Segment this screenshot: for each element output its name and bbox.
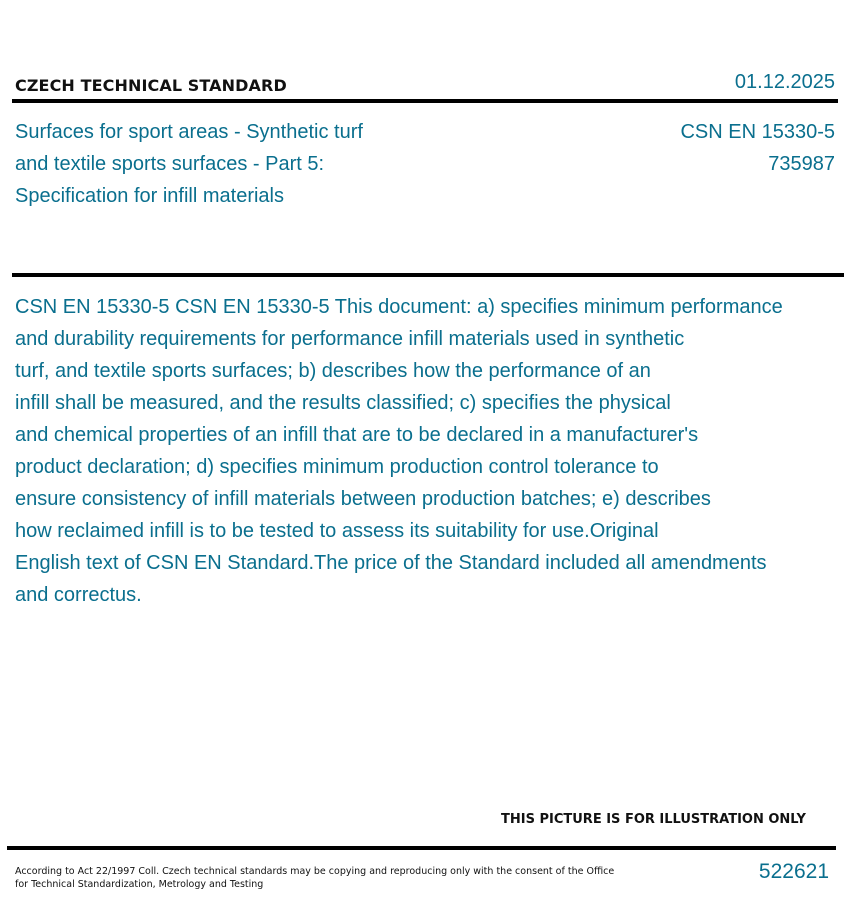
catalog-number: 522621 xyxy=(758,860,829,883)
standard-title-line: and textile sports surfaces - Part 5: xyxy=(15,153,325,175)
footer-divider xyxy=(7,846,836,850)
document-header-title: CZECH TECHNICAL STANDARD xyxy=(15,76,287,95)
standard-codes xyxy=(680,116,835,180)
description-line: infill shall be measured, and the results classified; c) specifies the physical xyxy=(15,392,671,414)
description-line: product declaration; d) specifies minimum production control tolerance to xyxy=(15,456,659,478)
description-line: and chemical properties of an infill that are to be declared in a manufacturer's xyxy=(15,424,699,446)
illustration-note: THIS PICTURE IS FOR ILLUSTRATION ONLY xyxy=(501,812,806,827)
legal-notice-line: According to Act 22/1997 Coll. Czech technical standards may be copying and reproducing only with the consent of the Office xyxy=(15,866,615,877)
description-text xyxy=(15,291,860,611)
header-divider xyxy=(12,99,838,103)
description-line: how reclaimed infill is to be tested to assess its suitability for use.Original xyxy=(15,520,659,542)
standard-title-line: Specification for infill materials xyxy=(15,185,284,207)
standard-class-number: 735987 xyxy=(768,153,835,175)
title-divider xyxy=(12,273,844,277)
description-line: CSN EN 15330-5 CSN EN 15330-5 This document: a) specifies minimum performance xyxy=(15,296,783,318)
description-line: and correctus. xyxy=(15,584,142,606)
standard-title-line: Surfaces for sport areas - Synthetic turf xyxy=(15,121,363,143)
description-line: turf, and textile sports surfaces; b) describes how the performance of an xyxy=(15,360,651,382)
standard-title xyxy=(15,116,435,212)
document-date: 01.12.2025 xyxy=(734,71,835,93)
description-line: ensure consistency of infill materials between production batches; e) describes xyxy=(15,488,711,510)
legal-notice-line: for Technical Standardization, Metrology and Testing xyxy=(15,879,264,890)
legal-notice xyxy=(15,865,615,891)
description-line: and durability requirements for performance infill materials used in synthetic xyxy=(15,328,685,350)
standard-code: CSN EN 15330-5 xyxy=(680,121,835,143)
description-line: English text of CSN EN Standard.The price of the Standard included all amendments xyxy=(15,552,767,574)
